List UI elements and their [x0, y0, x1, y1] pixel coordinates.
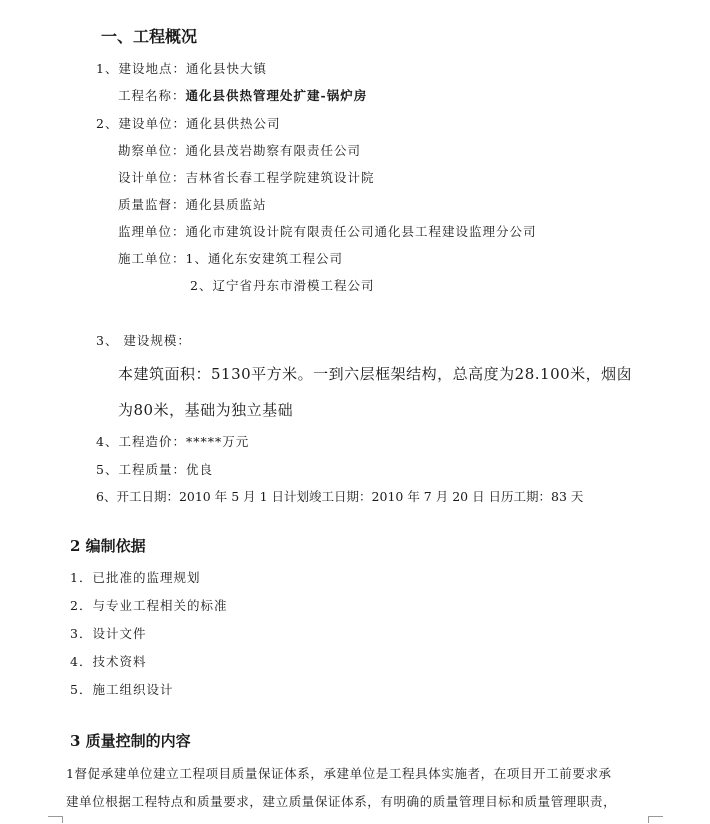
project-name-label: 工程名称：	[118, 88, 186, 103]
item-survey-unit: 勘察单位：通化县茂岩勘察有限责任公司	[118, 143, 362, 158]
list-item: 4．技术资料	[70, 654, 147, 669]
item-construction-unit-1: 施工单位：1、通化东安建筑工程公司	[118, 251, 343, 266]
section3-heading: 3 质量控制的内容	[70, 732, 191, 750]
item-quality-supervision: 质量监督：通化县质监站	[118, 197, 267, 212]
item-supervisor-unit: 监理单位：通化市建筑设计院有限责任公司通化县工程建设监理分公司	[118, 224, 537, 239]
page-corner-mark-left	[48, 816, 63, 823]
section1-heading: 一、工程概况	[101, 27, 198, 46]
item-project-name	[118, 88, 367, 104]
item-quality: 5、工程质量：优良	[96, 462, 213, 477]
scale-line-1: 本建筑面积：5130平方米。一到六层框架结构，总高度为28.100米，烟囱	[118, 365, 633, 383]
list-item: 3．设计文件	[70, 626, 147, 641]
item-dates: 6、开工日期：2010 年 5 月 1 日计划竣工日期：2010 年 7 月 20 日 日历工期：83 天	[96, 489, 584, 504]
page-corner-mark-right	[648, 816, 663, 823]
scale-line-2: 为80米，基础为独立基础	[118, 401, 294, 419]
paragraph-line-2: 建单位根据工程特点和质量要求，建立质量保证体系，有明确的质量管理目标和质量管理职责，	[66, 794, 617, 809]
item-cost: 4、工程造价：*****万元	[96, 434, 250, 449]
paragraph-line-1: 1督促承建单位建立工程项目质量保证体系，承建单位是工程具体实施者，在项目开工前要求承	[66, 766, 612, 781]
item-location: 1、建设地点：通化县快大镇	[96, 61, 267, 76]
section2-heading: 2 编制依据	[70, 537, 146, 555]
item-scale: 3、 建设规模：	[96, 333, 191, 348]
item-design-unit: 设计单位：吉林省长春工程学院建筑设计院	[118, 170, 375, 185]
item-construction-unit-2: 2、辽宁省丹东市滑模工程公司	[190, 278, 375, 293]
list-item: 1．已批准的监理规划	[70, 570, 201, 585]
item-owner: 2、建设单位：通化县供热公司	[96, 116, 281, 131]
list-item: 2．与专业工程相关的标准	[70, 598, 228, 613]
project-name-value: 通化县供热管理处扩建-锅炉房	[185, 88, 368, 103]
list-item: 5．施工组织设计	[70, 682, 174, 697]
